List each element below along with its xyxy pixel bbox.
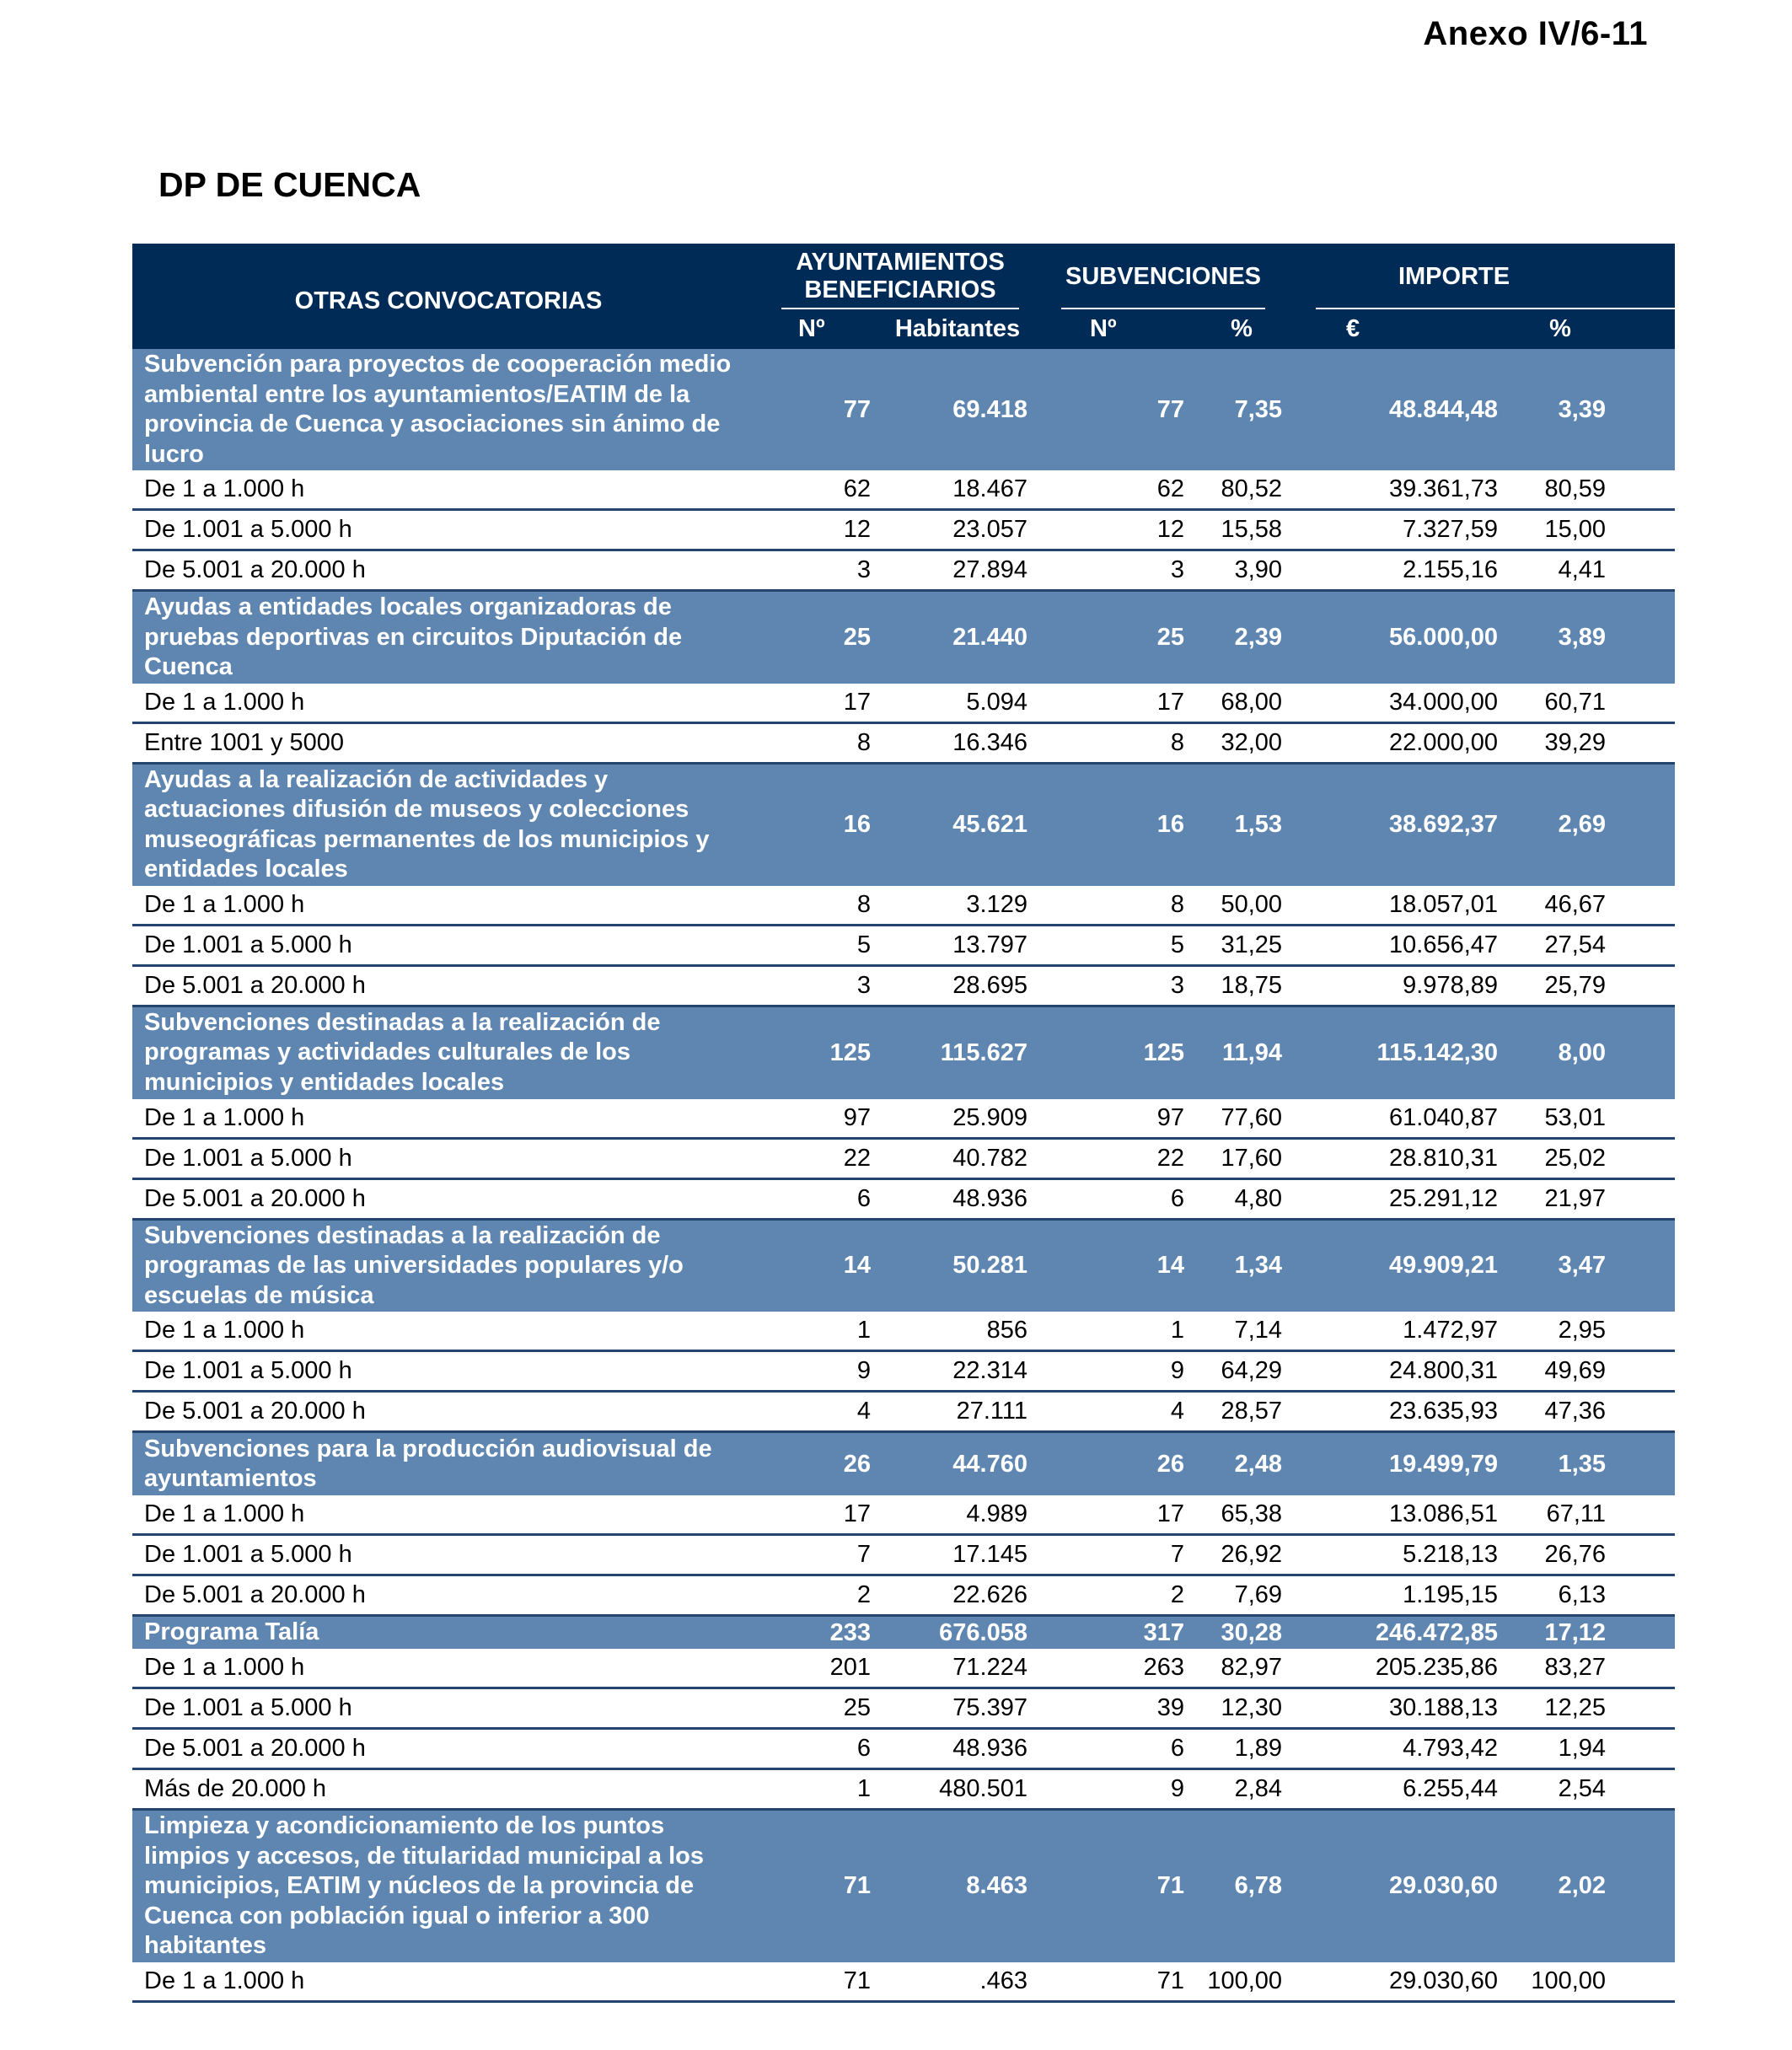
cell-importe-pct: 1,94 — [1506, 1729, 1614, 1769]
cell-subvenciones-n: 26 — [1036, 1432, 1193, 1496]
cell-importe-eur: 48.844,48 — [1290, 349, 1506, 470]
cell-subvenciones-pct: 7,69 — [1193, 1575, 1290, 1616]
row-label: Subvenciones para la producción audiovisual de ayuntamientos — [132, 1432, 765, 1496]
row-label: Ayudas a la realización de actividades y actuaciones difusión de museos y colecciones museográficas permanentes de los municipios y entidades locales — [132, 763, 765, 886]
cell-pad — [1614, 1535, 1675, 1575]
table-row — [132, 1962, 1675, 2002]
cell-importe-eur: 29.030,60 — [1290, 1810, 1506, 1962]
cell-subvenciones-pct: 17,60 — [1193, 1138, 1290, 1178]
table-group-row — [132, 1432, 1675, 1496]
cell-pad — [1614, 1962, 1675, 2002]
table-row — [132, 1351, 1675, 1392]
table-row — [132, 1688, 1675, 1729]
cell-habitantes: 5.094 — [879, 684, 1036, 723]
cell-importe-pct: 2,02 — [1506, 1810, 1614, 1962]
cell-pad — [1614, 510, 1675, 550]
cell-pad — [1614, 1351, 1675, 1392]
cell-subvenciones-pct: 7,14 — [1193, 1312, 1290, 1351]
cell-subvenciones-n: 14 — [1036, 1219, 1193, 1312]
row-label: De 1 a 1.000 h — [132, 1495, 765, 1535]
cell-importe-eur: 205.235,86 — [1290, 1649, 1506, 1688]
cell-subvenciones-n: 263 — [1036, 1649, 1193, 1688]
cell-importe-eur: 10.656,47 — [1290, 925, 1506, 965]
cell-subvenciones-n: 4 — [1036, 1392, 1193, 1432]
table-row — [132, 965, 1675, 1006]
cell-importe-eur: 34.000,00 — [1290, 684, 1506, 723]
cell-importe-eur: 19.499,79 — [1290, 1432, 1506, 1496]
cell-pad — [1614, 1729, 1675, 1769]
cell-ayto-n: 3 — [765, 550, 879, 591]
cell-importe-pct: 4,41 — [1506, 550, 1614, 591]
cell-habitantes: 4.989 — [879, 1495, 1036, 1535]
cell-ayto-n: 125 — [765, 1006, 879, 1099]
cell-subvenciones-n: 3 — [1036, 965, 1193, 1006]
cell-habitantes: 27.111 — [879, 1392, 1036, 1432]
cell-importe-pct: 2,95 — [1506, 1312, 1614, 1351]
cell-ayto-n: 22 — [765, 1138, 879, 1178]
cell-habitantes: 50.281 — [879, 1219, 1036, 1312]
cell-importe-eur: 6.255,44 — [1290, 1769, 1506, 1810]
cell-importe-eur: 1.195,15 — [1290, 1575, 1506, 1616]
table-group-row — [132, 1219, 1675, 1312]
cell-importe-pct: 67,11 — [1506, 1495, 1614, 1535]
cell-subvenciones-n: 12 — [1036, 510, 1193, 550]
table-header — [132, 244, 1675, 349]
cell-subvenciones-pct: 15,58 — [1193, 510, 1290, 550]
cell-subvenciones-pct: 100,00 — [1193, 1962, 1290, 2002]
row-label: Subvención para proyectos de cooperación medio ambiental entre los ayuntamientos/EATIM de la provincia de Cuenca y asociaciones sin ánimo de lucro — [132, 349, 765, 470]
header-ayuntamientos-beneficiarios: AYUNTAMIENTOS BENEFICIARIOS — [765, 244, 1036, 309]
table-row — [132, 470, 1675, 510]
cell-pad — [1614, 886, 1675, 926]
cell-habitantes: 71.224 — [879, 1649, 1036, 1688]
cell-ayto-n: 2 — [765, 1575, 879, 1616]
cell-habitantes: 480.501 — [879, 1769, 1036, 1810]
cell-importe-eur: 38.692,37 — [1290, 763, 1506, 886]
cell-importe-pct: 100,00 — [1506, 1962, 1614, 2002]
cell-habitantes: 16.346 — [879, 722, 1036, 763]
cell-subvenciones-pct: 2,84 — [1193, 1769, 1290, 1810]
cell-pad — [1614, 1099, 1675, 1139]
cell-subvenciones-pct: 80,52 — [1193, 470, 1290, 510]
header-otras-convocatorias: OTRAS CONVOCATORIAS — [132, 244, 765, 349]
row-label: De 5.001 a 20.000 h — [132, 1575, 765, 1616]
cell-ayto-n: 71 — [765, 1962, 879, 2002]
table-row — [132, 1535, 1675, 1575]
subsidies-table — [132, 244, 1675, 2003]
cell-subvenciones-n: 9 — [1036, 1351, 1193, 1392]
cell-ayto-n: 9 — [765, 1351, 879, 1392]
cell-subvenciones-pct: 68,00 — [1193, 684, 1290, 723]
cell-subvenciones-pct: 6,78 — [1193, 1810, 1290, 1962]
cell-pad — [1614, 1810, 1675, 1962]
cell-subvenciones-pct: 77,60 — [1193, 1099, 1290, 1139]
cell-ayto-n: 7 — [765, 1535, 879, 1575]
cell-ayto-n: 4 — [765, 1392, 879, 1432]
cell-importe-pct: 39,29 — [1506, 722, 1614, 763]
cell-ayto-n: 12 — [765, 510, 879, 550]
cell-importe-eur: 18.057,01 — [1290, 886, 1506, 926]
cell-subvenciones-pct: 1,89 — [1193, 1729, 1290, 1769]
cell-pad — [1614, 550, 1675, 591]
cell-subvenciones-pct: 65,38 — [1193, 1495, 1290, 1535]
cell-importe-pct: 3,39 — [1506, 349, 1614, 470]
cell-importe-pct: 27,54 — [1506, 925, 1614, 965]
cell-habitantes: .463 — [879, 1962, 1036, 2002]
header-sub-pct: % — [1193, 309, 1290, 349]
cell-pad — [1614, 1688, 1675, 1729]
cell-habitantes: 75.397 — [879, 1688, 1036, 1729]
cell-pad — [1614, 1178, 1675, 1219]
cell-subvenciones-pct: 50,00 — [1193, 886, 1290, 926]
row-label: De 1 a 1.000 h — [132, 684, 765, 723]
table-row — [132, 1392, 1675, 1432]
cell-ayto-n: 71 — [765, 1810, 879, 1962]
cell-subvenciones-pct: 82,97 — [1193, 1649, 1290, 1688]
cell-pad — [1614, 1432, 1675, 1496]
table-row — [132, 1729, 1675, 1769]
row-label: De 1 a 1.000 h — [132, 470, 765, 510]
row-label: De 5.001 a 20.000 h — [132, 1178, 765, 1219]
table-row — [132, 1575, 1675, 1616]
cell-subvenciones-pct: 2,39 — [1193, 591, 1290, 684]
cell-subvenciones-pct: 31,25 — [1193, 925, 1290, 965]
cell-habitantes: 48.936 — [879, 1178, 1036, 1219]
table-row — [132, 1769, 1675, 1810]
header-imp-eur: € — [1290, 309, 1506, 349]
table-row — [132, 684, 1675, 723]
table-row — [132, 1495, 1675, 1535]
cell-importe-eur: 56.000,00 — [1290, 591, 1506, 684]
cell-subvenciones-pct: 64,29 — [1193, 1351, 1290, 1392]
row-label: De 1 a 1.000 h — [132, 1649, 765, 1688]
cell-pad — [1614, 1649, 1675, 1688]
cell-ayto-n: 5 — [765, 925, 879, 965]
cell-importe-eur: 4.793,42 — [1290, 1729, 1506, 1769]
cell-pad — [1614, 1495, 1675, 1535]
table-row — [132, 1312, 1675, 1351]
cell-habitantes: 28.695 — [879, 965, 1036, 1006]
cell-habitantes: 22.314 — [879, 1351, 1036, 1392]
row-label: Subvenciones destinadas a la realización de programas y actividades culturales de los municipios y entidades locales — [132, 1006, 765, 1099]
cell-ayto-n: 201 — [765, 1649, 879, 1688]
cell-importe-eur: 39.361,73 — [1290, 470, 1506, 510]
table-row — [132, 1178, 1675, 1219]
cell-ayto-n: 97 — [765, 1099, 879, 1139]
table-row — [132, 1138, 1675, 1178]
cell-habitantes: 69.418 — [879, 349, 1036, 470]
cell-importe-pct: 17,12 — [1506, 1616, 1614, 1650]
row-label: Más de 20.000 h — [132, 1769, 765, 1810]
cell-pad — [1614, 349, 1675, 470]
cell-subvenciones-pct: 32,00 — [1193, 722, 1290, 763]
cell-subvenciones-pct: 3,90 — [1193, 550, 1290, 591]
cell-subvenciones-pct: 1,34 — [1193, 1219, 1290, 1312]
cell-ayto-n: 8 — [765, 722, 879, 763]
table-row — [132, 1099, 1675, 1139]
cell-habitantes: 8.463 — [879, 1810, 1036, 1962]
cell-subvenciones-pct: 30,28 — [1193, 1616, 1290, 1650]
row-label: De 1.001 a 5.000 h — [132, 1535, 765, 1575]
header-pad — [1614, 309, 1675, 349]
cell-habitantes: 17.145 — [879, 1535, 1036, 1575]
cell-importe-pct: 21,97 — [1506, 1178, 1614, 1219]
cell-ayto-n: 6 — [765, 1729, 879, 1769]
row-label: De 5.001 a 20.000 h — [132, 1729, 765, 1769]
cell-subvenciones-n: 125 — [1036, 1006, 1193, 1099]
table-row — [132, 722, 1675, 763]
row-label: De 1 a 1.000 h — [132, 1312, 765, 1351]
cell-habitantes: 3.129 — [879, 886, 1036, 926]
table-row — [132, 886, 1675, 926]
table-row — [132, 1649, 1675, 1688]
row-label: De 1.001 a 5.000 h — [132, 1351, 765, 1392]
cell-pad — [1614, 1219, 1675, 1312]
cell-subvenciones-pct: 2,48 — [1193, 1432, 1290, 1496]
cell-importe-eur: 9.978,89 — [1290, 965, 1506, 1006]
cell-habitantes: 25.909 — [879, 1099, 1036, 1139]
cell-subvenciones-n: 1 — [1036, 1312, 1193, 1351]
row-label: De 5.001 a 20.000 h — [132, 550, 765, 591]
cell-ayto-n: 1 — [765, 1769, 879, 1810]
cell-importe-eur: 1.472,97 — [1290, 1312, 1506, 1351]
cell-ayto-n: 25 — [765, 591, 879, 684]
row-label: De 1.001 a 5.000 h — [132, 510, 765, 550]
annex-reference: Anexo IV/6-11 — [1423, 15, 1648, 52]
cell-subvenciones-n: 25 — [1036, 591, 1193, 684]
table-body — [132, 349, 1675, 2001]
cell-subvenciones-n: 22 — [1036, 1138, 1193, 1178]
cell-subvenciones-n: 7 — [1036, 1535, 1193, 1575]
cell-ayto-n: 17 — [765, 684, 879, 723]
table-group-row — [132, 1810, 1675, 1962]
cell-pad — [1614, 1006, 1675, 1099]
cell-subvenciones-n: 317 — [1036, 1616, 1193, 1650]
cell-pad — [1614, 1312, 1675, 1351]
cell-habitantes: 676.058 — [879, 1616, 1036, 1650]
cell-importe-pct: 25,79 — [1506, 965, 1614, 1006]
cell-subvenciones-n: 9 — [1036, 1769, 1193, 1810]
cell-importe-eur: 28.810,31 — [1290, 1138, 1506, 1178]
cell-importe-pct: 3,89 — [1506, 591, 1614, 684]
cell-pad — [1614, 722, 1675, 763]
cell-subvenciones-pct: 18,75 — [1193, 965, 1290, 1006]
row-label: De 1 a 1.000 h — [132, 1962, 765, 2002]
cell-subvenciones-pct: 28,57 — [1193, 1392, 1290, 1432]
cell-importe-eur: 13.086,51 — [1290, 1495, 1506, 1535]
cell-subvenciones-pct: 1,53 — [1193, 763, 1290, 886]
cell-subvenciones-n: 71 — [1036, 1810, 1193, 1962]
row-label: De 5.001 a 20.000 h — [132, 1392, 765, 1432]
row-label: De 1.001 a 5.000 h — [132, 925, 765, 965]
row-label: Ayudas a entidades locales organizadoras de pruebas deportivas en circuitos Diputación de Cuenca — [132, 591, 765, 684]
cell-subvenciones-n: 17 — [1036, 684, 1193, 723]
cell-ayto-n: 8 — [765, 886, 879, 926]
cell-importe-pct: 83,27 — [1506, 1649, 1614, 1688]
cell-habitantes: 40.782 — [879, 1138, 1036, 1178]
row-label: De 1 a 1.000 h — [132, 1099, 765, 1139]
cell-habitantes: 48.936 — [879, 1729, 1036, 1769]
cell-pad — [1614, 684, 1675, 723]
cell-subvenciones-n: 2 — [1036, 1575, 1193, 1616]
cell-subvenciones-n: 5 — [1036, 925, 1193, 965]
cell-importe-eur: 22.000,00 — [1290, 722, 1506, 763]
header-sub-n: Nº — [1036, 309, 1193, 349]
header-importe: IMPORTE — [1290, 244, 1675, 309]
cell-ayto-n: 6 — [765, 1178, 879, 1219]
cell-importe-pct: 6,13 — [1506, 1575, 1614, 1616]
cell-ayto-n: 77 — [765, 349, 879, 470]
cell-subvenciones-n: 3 — [1036, 550, 1193, 591]
cell-importe-pct: 1,35 — [1506, 1432, 1614, 1496]
cell-ayto-n: 233 — [765, 1616, 879, 1650]
cell-ayto-n: 62 — [765, 470, 879, 510]
cell-importe-pct: 8,00 — [1506, 1006, 1614, 1099]
cell-ayto-n: 3 — [765, 965, 879, 1006]
cell-pad — [1614, 1575, 1675, 1616]
table-group-row — [132, 349, 1675, 470]
cell-habitantes: 115.627 — [879, 1006, 1036, 1099]
cell-importe-eur: 23.635,93 — [1290, 1392, 1506, 1432]
cell-subvenciones-n: 71 — [1036, 1962, 1193, 2002]
cell-importe-eur: 25.291,12 — [1290, 1178, 1506, 1219]
cell-pad — [1614, 925, 1675, 965]
cell-subvenciones-n: 8 — [1036, 886, 1193, 926]
table-row — [132, 510, 1675, 550]
cell-habitantes: 22.626 — [879, 1575, 1036, 1616]
cell-habitantes: 13.797 — [879, 925, 1036, 965]
row-label: De 1 a 1.000 h — [132, 886, 765, 926]
cell-importe-pct: 25,02 — [1506, 1138, 1614, 1178]
table-group-row — [132, 1616, 1675, 1650]
cell-importe-eur: 5.218,13 — [1290, 1535, 1506, 1575]
row-label: De 1.001 a 5.000 h — [132, 1138, 765, 1178]
cell-importe-pct: 15,00 — [1506, 510, 1614, 550]
cell-subvenciones-pct: 7,35 — [1193, 349, 1290, 470]
cell-importe-pct: 12,25 — [1506, 1688, 1614, 1729]
cell-habitantes: 27.894 — [879, 550, 1036, 591]
cell-subvenciones-n: 16 — [1036, 763, 1193, 886]
cell-ayto-n: 17 — [765, 1495, 879, 1535]
cell-subvenciones-pct: 12,30 — [1193, 1688, 1290, 1729]
cell-habitantes: 856 — [879, 1312, 1036, 1351]
cell-importe-eur: 24.800,31 — [1290, 1351, 1506, 1392]
table-row — [132, 550, 1675, 591]
cell-subvenciones-n: 8 — [1036, 722, 1193, 763]
cell-importe-pct: 2,69 — [1506, 763, 1614, 886]
cell-importe-pct: 80,59 — [1506, 470, 1614, 510]
cell-pad — [1614, 591, 1675, 684]
header-habitantes: Habitantes — [879, 309, 1036, 349]
cell-habitantes: 44.760 — [879, 1432, 1036, 1496]
table-group-row — [132, 1006, 1675, 1099]
cell-importe-pct: 26,76 — [1506, 1535, 1614, 1575]
cell-ayto-n: 1 — [765, 1312, 879, 1351]
row-label: Limpieza y acondicionamiento de los puntos limpios y accesos, de titularidad municipal a los municipios, EATIM y núcleos de la provincia de Cuenca con población igual o inferior a 300 habitantes — [132, 1810, 765, 1962]
cell-subvenciones-pct: 26,92 — [1193, 1535, 1290, 1575]
row-label: De 1.001 a 5.000 h — [132, 1688, 765, 1729]
cell-subvenciones-pct: 11,94 — [1193, 1006, 1290, 1099]
cell-pad — [1614, 1769, 1675, 1810]
table-group-row — [132, 591, 1675, 684]
row-label: Entre 1001 y 5000 — [132, 722, 765, 763]
cell-importe-eur: 2.155,16 — [1290, 550, 1506, 591]
cell-habitantes: 23.057 — [879, 510, 1036, 550]
cell-importe-eur: 29.030,60 — [1290, 1962, 1506, 2002]
header-imp-pct: % — [1506, 309, 1614, 349]
cell-ayto-n: 14 — [765, 1219, 879, 1312]
row-label: De 5.001 a 20.000 h — [132, 965, 765, 1006]
cell-importe-eur: 115.142,30 — [1290, 1006, 1506, 1099]
cell-pad — [1614, 1392, 1675, 1432]
cell-subvenciones-n: 62 — [1036, 470, 1193, 510]
cell-subvenciones-pct: 4,80 — [1193, 1178, 1290, 1219]
cell-pad — [1614, 1138, 1675, 1178]
cell-subvenciones-n: 77 — [1036, 349, 1193, 470]
cell-importe-eur: 246.472,85 — [1290, 1616, 1506, 1650]
header-ayto-n: Nº — [765, 309, 879, 349]
cell-importe-eur: 49.909,21 — [1290, 1219, 1506, 1312]
cell-importe-eur: 61.040,87 — [1290, 1099, 1506, 1139]
cell-pad — [1614, 763, 1675, 886]
cell-importe-eur: 30.188,13 — [1290, 1688, 1506, 1729]
cell-habitantes: 45.621 — [879, 763, 1036, 886]
cell-subvenciones-n: 39 — [1036, 1688, 1193, 1729]
cell-importe-pct: 3,47 — [1506, 1219, 1614, 1312]
cell-importe-pct: 2,54 — [1506, 1769, 1614, 1810]
cell-ayto-n: 25 — [765, 1688, 879, 1729]
cell-importe-pct: 47,36 — [1506, 1392, 1614, 1432]
cell-ayto-n: 26 — [765, 1432, 879, 1496]
cell-subvenciones-n: 6 — [1036, 1729, 1193, 1769]
cell-importe-pct: 49,69 — [1506, 1351, 1614, 1392]
cell-habitantes: 18.467 — [879, 470, 1036, 510]
cell-subvenciones-n: 17 — [1036, 1495, 1193, 1535]
cell-pad — [1614, 1616, 1675, 1650]
cell-importe-pct: 53,01 — [1506, 1099, 1614, 1139]
cell-subvenciones-n: 6 — [1036, 1178, 1193, 1219]
table-group-row — [132, 763, 1675, 886]
cell-pad — [1614, 470, 1675, 510]
cell-habitantes: 21.440 — [879, 591, 1036, 684]
cell-importe-eur: 7.327,59 — [1290, 510, 1506, 550]
cell-importe-pct: 46,67 — [1506, 886, 1614, 926]
cell-pad — [1614, 965, 1675, 1006]
table-row — [132, 925, 1675, 965]
row-label: Subvenciones destinadas a la realización de programas de las universidades populares y/o escuelas de música — [132, 1219, 765, 1312]
cell-subvenciones-n: 97 — [1036, 1099, 1193, 1139]
page-title: DP DE CUENCA — [158, 165, 421, 204]
row-label: Programa Talía — [132, 1616, 765, 1650]
header-subvenciones: SUBVENCIONES — [1036, 244, 1290, 309]
cell-ayto-n: 16 — [765, 763, 879, 886]
cell-importe-pct: 60,71 — [1506, 684, 1614, 723]
